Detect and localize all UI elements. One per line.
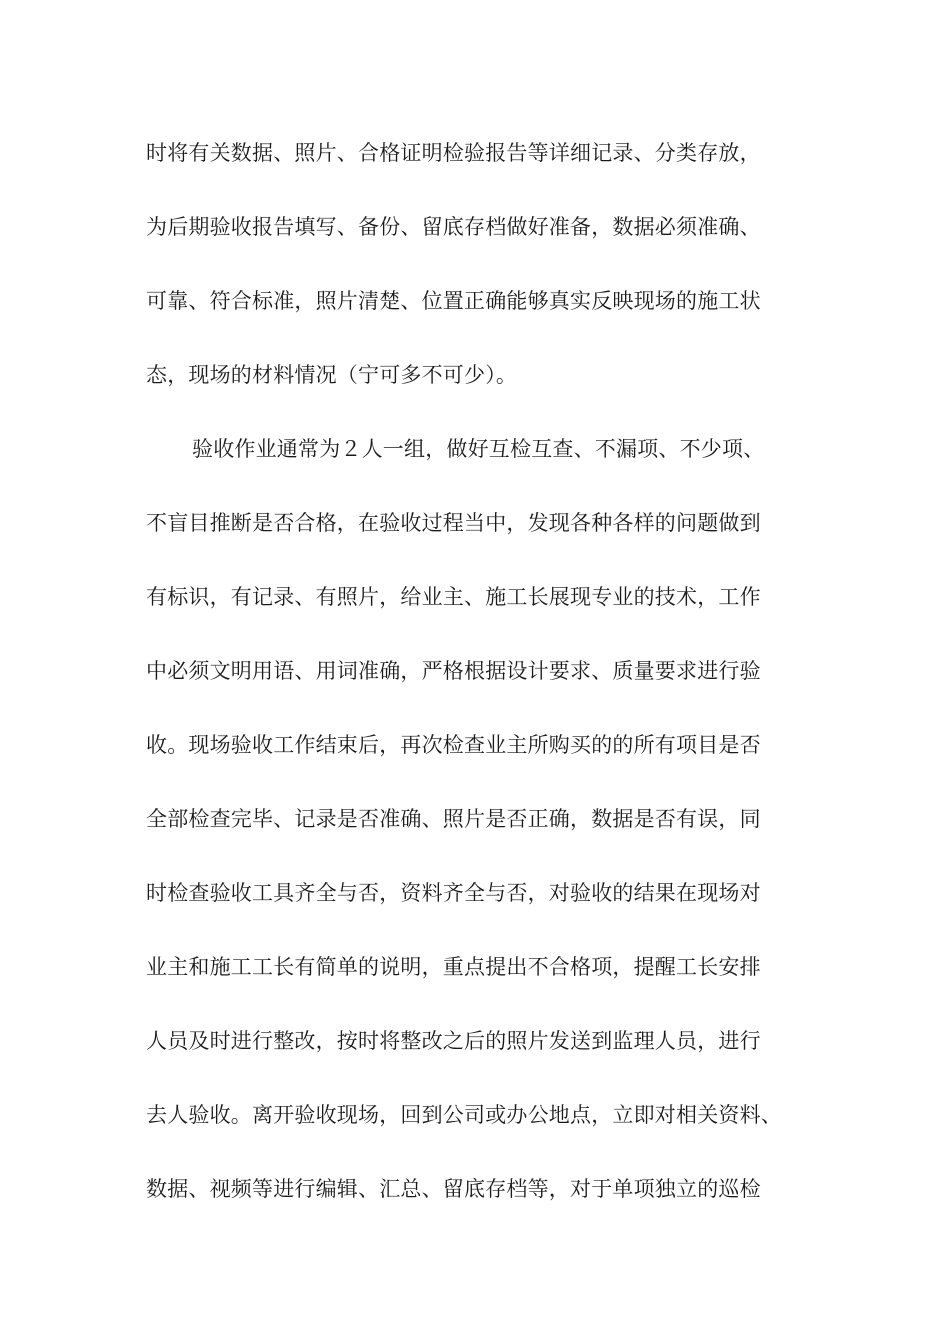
- text-line: 去人验收。离开验收现场，回到公司或办公地点，立即对相关资料、: [146, 1103, 782, 1127]
- text-line: 人员及时进行整改，按时将整改之后的照片发送到监理人员，进行: [146, 1029, 761, 1053]
- text-line: 可靠、符合标准，照片清楚、位置正确能够真实反映现场的施工状: [146, 289, 761, 313]
- paragraph-first-line: 验收作业通常为２人一组，做好互检互查、不漏项、不少项、: [192, 437, 765, 461]
- text-line: 时检查验收工具齐全与否，资料齐全与否，对验收的结果在现场对: [146, 881, 761, 905]
- text-line: 为后期验收报告填写、备份、留底存档做好准备，数据必须准确、: [146, 215, 761, 239]
- text-line: 收。现场验收工作结束后，再次检查业主所购买的的所有项目是否: [146, 733, 761, 757]
- text-line: 全部检查完毕、记录是否准确、照片是否正确，数据是否有误，同: [146, 807, 761, 831]
- text-line: 数据、视频等进行编辑、汇总、留底存档等，对于单项独立的巡检: [146, 1177, 761, 1201]
- text-line: 时将有关数据、照片、合格证明检验报告等详细记录、分类存放，: [146, 141, 761, 165]
- text-line: 态，现场的材料情况（宁可多不可少）。: [146, 363, 518, 387]
- text-line: 中必须文明用语、用词准确，严格根据设计要求、质量要求进行验: [146, 659, 761, 683]
- text-line: 有标识，有记录、有照片，给业主、施工长展现专业的技术，工作: [146, 585, 761, 609]
- text-line: 业主和施工工长有简单的说明，重点提出不合格项，提醒工长安排: [146, 955, 761, 979]
- text-line: 不盲目推断是否合格，在验收过程当中，发现各种各样的问题做到: [146, 511, 761, 535]
